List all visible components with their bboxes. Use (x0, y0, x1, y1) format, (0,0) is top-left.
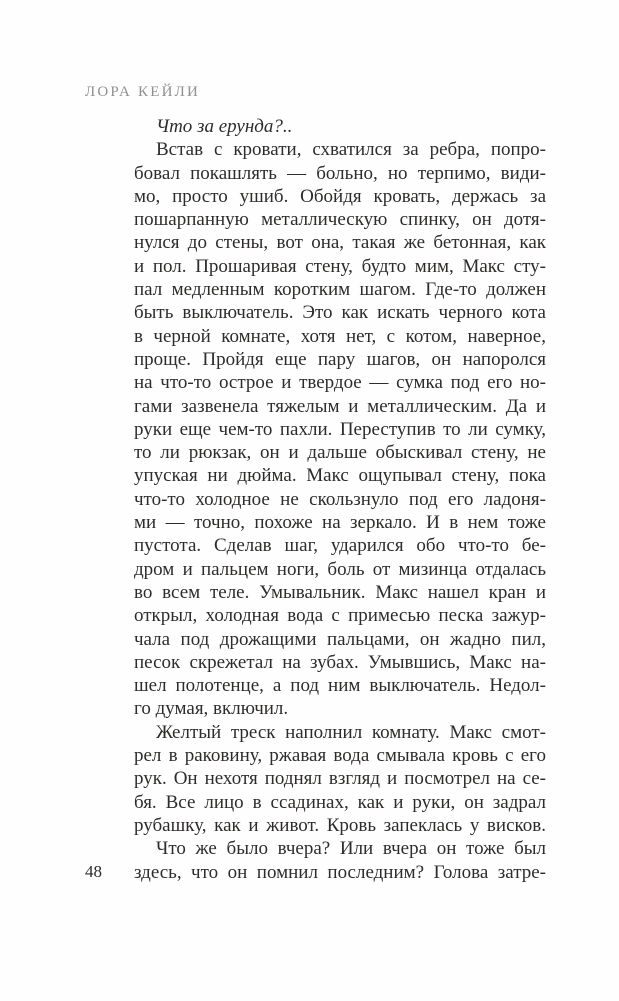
text-line: пал медленным коротким шагом. Где-то должен (134, 279, 546, 301)
text-line: пустота. Сделав шаг, ударился обо что-то бе- (134, 535, 546, 557)
text-line: упуская ни дюйма. Макс ощупывал стену, пока (134, 465, 546, 487)
text-line: что-то холодное не скользнуло под его ладоня- (134, 488, 546, 510)
text-line: и пол. Прошаривая стену, будто мим, Макс сту- (134, 255, 546, 277)
text-line: шел полотенце, а под ним выключатель. Недол- (134, 675, 546, 697)
text-line: Что за ерунда?.. (156, 116, 293, 137)
text-line: во всем теле. Умывальник. Макс нашел кран и (134, 581, 546, 603)
text-line: открыл, холодная вода с примесью песка зажур- (134, 605, 546, 627)
text-line: нулся до стены, вот она, такая же бетонная, как (134, 232, 546, 254)
text-line: пошарпанную металлическую спинку, он дотя- (134, 209, 546, 231)
text-column (134, 115, 546, 884)
text-line: го думая, включил. (134, 698, 289, 720)
text-line: ми — точно, похоже на зеркало. И в нем тоже (134, 512, 546, 534)
text-line: Встав с кровати, схватился за ребра, попро- (156, 139, 546, 161)
text-line: дром и пальцем ноги, боль от мизинца отдалась (134, 558, 546, 580)
text-line: в черной комнате, хотя нет, с котом, наверное, (134, 325, 546, 347)
text-line: Желтый треск наполнил комнату. Макс смот- (156, 721, 546, 743)
text-line: Что же было вчера? Или вчера он тоже был (156, 838, 546, 860)
text-line: рук. Он нехотя поднял взгляд и посмотрел на се- (134, 768, 546, 790)
text-line: бовал покашлять — больно, но терпимо, види- (134, 162, 546, 184)
running-header: ЛОРА КЕЙЛИ (85, 84, 201, 100)
text-line: проще. Пройдя еще пару шагов, он напоролся (134, 348, 546, 370)
italic-thought-line (134, 115, 546, 138)
text-line: то ли рюкзак, он и дальше обыскивал стену, не (134, 442, 546, 464)
paragraph (134, 721, 546, 837)
text-line: рел в раковину, ржавая вода смывала кровь с его (134, 745, 546, 767)
text-line: песок скрежетал на зубах. Умывшись, Макс на- (134, 651, 546, 673)
page-number: 48 (85, 862, 102, 881)
text-line: быть выключатель. Это как искать черного кота (134, 302, 546, 324)
text-line: мо, просто ушиб. Обойдя кровать, держась за (134, 185, 546, 207)
text-line: бя. Все лицо в ссадинах, как и руки, он задрал (134, 791, 546, 813)
text-line: на что-то острое и твердое — сумка под его но- (134, 372, 546, 394)
text-line: чала под дрожащими пальцами, он жадно пил, (134, 628, 546, 650)
paragraph (134, 837, 546, 884)
text-line: гами зазвенела тяжелым и металлическим. Да и (134, 395, 546, 417)
text-line: здесь, что он помнил последним? Голова затре- (134, 861, 546, 883)
text-line: рубашку, как и живот. Кровь запеклась у висков. (134, 814, 546, 836)
text-line: руки еще чем-то пахли. Переступив то ли сумку, (134, 418, 546, 440)
paragraph (134, 138, 546, 720)
